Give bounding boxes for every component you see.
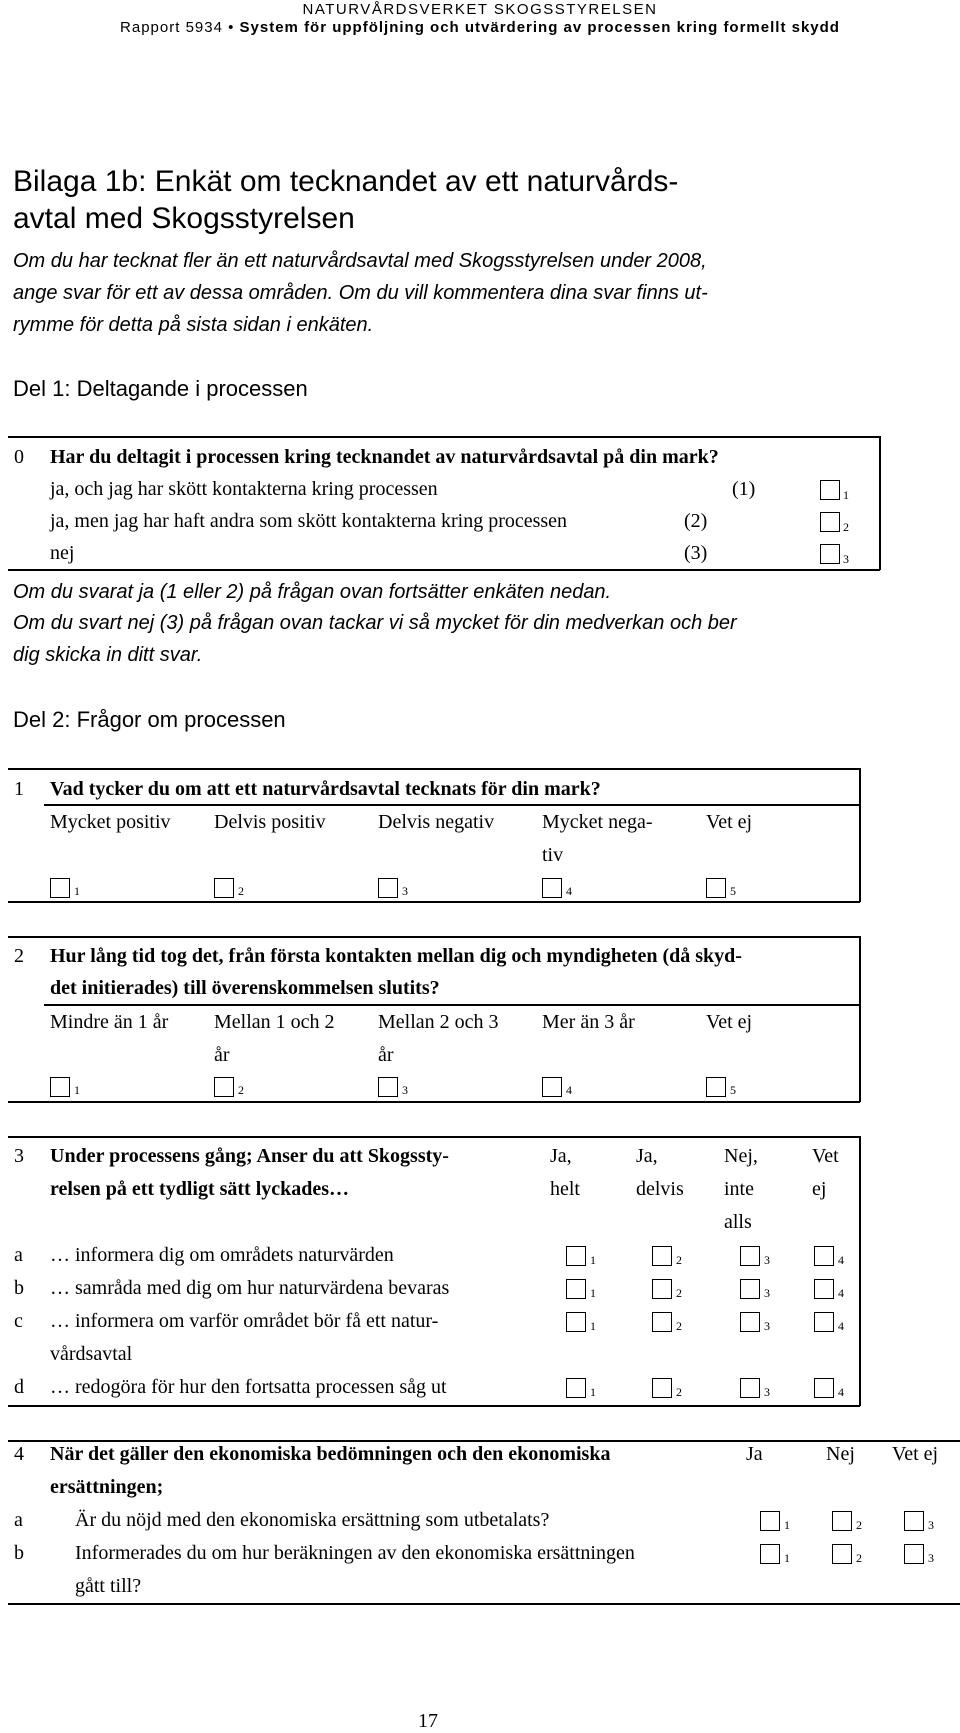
note-thanks-line1: Om du svart nej (3) på frågan ovan tackar vi så mycket för din medverkan och ber bbox=[13, 612, 737, 634]
q1-checkbox[interactable] bbox=[214, 878, 234, 898]
page-title-line2: avtal med Skogsstyrelsen bbox=[13, 202, 355, 235]
q3-checkbox[interactable] bbox=[814, 1246, 834, 1266]
q4-checkbox[interactable] bbox=[760, 1511, 780, 1531]
page-number: 17 bbox=[418, 1710, 438, 1732]
q3-column-header: inte bbox=[724, 1178, 754, 1200]
q3-row-letter: c bbox=[14, 1310, 23, 1332]
q3-checkbox-number: 4 bbox=[838, 1319, 844, 1333]
q4-row-letter: b bbox=[14, 1542, 24, 1564]
q2-option-label: Mellan 1 och 2 bbox=[214, 1011, 335, 1033]
q0-option-label: ja, men jag har haft andra som skött kontakterna kring processen bbox=[50, 510, 568, 532]
q3-checkbox[interactable] bbox=[652, 1246, 672, 1266]
q0-checkbox[interactable] bbox=[820, 480, 840, 500]
q2-option-label-cont: år bbox=[214, 1044, 230, 1066]
q4-checkbox[interactable] bbox=[832, 1511, 852, 1531]
q3-column-header: helt bbox=[550, 1178, 580, 1200]
q0-checkbox[interactable] bbox=[820, 544, 840, 564]
q3-row-letter: b bbox=[14, 1277, 24, 1299]
q4-column-header: Ja bbox=[746, 1443, 763, 1465]
q2-checkbox[interactable] bbox=[50, 1077, 70, 1097]
q4-checkbox[interactable] bbox=[760, 1544, 780, 1564]
q3-checkbox-number: 2 bbox=[676, 1385, 682, 1399]
report-subtitle: System för uppföljning och utvärdering av processen kring formellt skydd bbox=[239, 19, 840, 36]
q2-checkbox-number: 1 bbox=[74, 1083, 80, 1097]
section-heading-part1: Del 1: Deltagande i processen bbox=[13, 376, 308, 401]
intro-line1: Om du har tecknat fler än ett naturvårdsavtal med Skogsstyrelsen under 2008, bbox=[13, 250, 707, 272]
q3-checkbox[interactable] bbox=[740, 1246, 760, 1266]
q3-checkbox-number: 1 bbox=[590, 1319, 596, 1333]
q0-option-code: (3) bbox=[684, 542, 708, 564]
q3-checkbox-number: 3 bbox=[764, 1319, 770, 1333]
question-number-4: 4 bbox=[14, 1443, 24, 1465]
q2-checkbox[interactable] bbox=[542, 1077, 562, 1097]
report-number: Rapport 5934 • bbox=[120, 19, 240, 36]
q1-checkbox-number: 5 bbox=[730, 884, 736, 898]
q3-checkbox-number: 4 bbox=[838, 1385, 844, 1399]
q3-checkbox-number: 3 bbox=[764, 1385, 770, 1399]
question-text-4-line2: ersättningen; bbox=[50, 1476, 164, 1498]
q3-checkbox-number: 4 bbox=[838, 1253, 844, 1267]
q0-checkbox-number: 2 bbox=[843, 520, 849, 534]
q3-row-text: … samråda med dig om hur naturvärdena bevaras bbox=[50, 1277, 450, 1299]
q3-column-header: Nej, bbox=[724, 1145, 758, 1167]
q2-option-label: Mindre än 1 år bbox=[50, 1011, 169, 1033]
q3-row-letter: d bbox=[14, 1376, 24, 1398]
q1-checkbox[interactable] bbox=[378, 878, 398, 898]
q3-checkbox-number: 1 bbox=[590, 1253, 596, 1267]
q3-checkbox[interactable] bbox=[740, 1279, 760, 1299]
q2-checkbox-number: 5 bbox=[730, 1083, 736, 1097]
intro-line3: rymme för detta på sista sidan i enkäten. bbox=[13, 314, 374, 336]
q3-checkbox-number: 4 bbox=[838, 1286, 844, 1300]
question-text-3-line1: Under processens gång; Anser du att Skogssty- bbox=[50, 1145, 449, 1167]
question-number-2: 2 bbox=[14, 945, 24, 967]
q0-option-label: ja, och jag har skött kontakterna kring processen bbox=[50, 478, 438, 500]
q1-checkbox-number: 1 bbox=[74, 884, 80, 898]
q4-checkbox-number: 3 bbox=[928, 1518, 934, 1532]
question-number-1: 1 bbox=[14, 778, 24, 800]
q1-checkbox-number: 4 bbox=[566, 884, 572, 898]
q3-checkbox-number: 1 bbox=[590, 1385, 596, 1399]
q1-checkbox-number: 3 bbox=[402, 884, 408, 898]
q3-checkbox[interactable] bbox=[814, 1312, 834, 1332]
q3-checkbox-number: 1 bbox=[590, 1286, 596, 1300]
q1-option-label: Mycket nega- bbox=[542, 811, 653, 833]
q4-column-header: Nej bbox=[826, 1443, 855, 1465]
q3-row-text: … redogöra för hur den fortsatta processen såg ut bbox=[50, 1376, 447, 1398]
q3-column-header: Vet bbox=[812, 1145, 839, 1167]
q3-checkbox-number: 2 bbox=[676, 1319, 682, 1333]
question-text-1: Vad tycker du om att ett naturvårdsavtal tecknats för din mark? bbox=[50, 778, 601, 800]
question-number-0: 0 bbox=[14, 446, 24, 468]
q2-option-label: Vet ej bbox=[706, 1011, 753, 1033]
q2-checkbox[interactable] bbox=[214, 1077, 234, 1097]
q3-column-header: delvis bbox=[636, 1178, 684, 1200]
q2-checkbox-number: 4 bbox=[566, 1083, 572, 1097]
page-title-line1: Bilaga 1b: Enkät om tecknandet av ett naturvårds- bbox=[13, 165, 679, 198]
q4-checkbox-number: 2 bbox=[856, 1551, 862, 1565]
q3-checkbox[interactable] bbox=[566, 1279, 586, 1299]
q3-row-text-cont: vårdsavtal bbox=[50, 1343, 133, 1365]
q3-checkbox[interactable] bbox=[814, 1279, 834, 1299]
q3-checkbox-number: 2 bbox=[676, 1286, 682, 1300]
q4-checkbox-number: 3 bbox=[928, 1551, 934, 1565]
q1-checkbox[interactable] bbox=[50, 878, 70, 898]
q4-column-header: Vet ej bbox=[892, 1443, 939, 1465]
question-text-0: Har du deltagit i processen kring tecknandet av naturvårdsavtal på din mark? bbox=[50, 446, 719, 468]
q3-row-text: … informera dig om områdets naturvärden bbox=[50, 1244, 394, 1266]
q1-option-label: Delvis positiv bbox=[214, 811, 326, 833]
q3-checkbox[interactable] bbox=[566, 1312, 586, 1332]
q0-option-label: nej bbox=[50, 542, 75, 564]
q2-option-label: Mellan 2 och 3 bbox=[378, 1011, 499, 1033]
report-header-title bbox=[0, 19, 960, 36]
q4-row-text: Är du nöjd med den ekonomiska ersättning som utbetalats? bbox=[75, 1509, 550, 1531]
q2-option-label-cont: år bbox=[378, 1044, 394, 1066]
q3-row-letter: a bbox=[14, 1244, 23, 1266]
q1-checkbox[interactable] bbox=[542, 878, 562, 898]
question-number-3: 3 bbox=[14, 1145, 24, 1167]
q3-column-header: alls bbox=[724, 1211, 752, 1233]
q1-option-label: Delvis negativ bbox=[378, 811, 495, 833]
q3-row-text: … informera om varför området bör få ett natur- bbox=[50, 1310, 439, 1332]
q0-option-code: (2) bbox=[684, 510, 708, 532]
q3-checkbox-number: 3 bbox=[764, 1253, 770, 1267]
q4-checkbox[interactable] bbox=[904, 1511, 924, 1531]
q2-checkbox[interactable] bbox=[706, 1077, 726, 1097]
q0-checkbox-number: 1 bbox=[843, 488, 849, 502]
q4-row-letter: a bbox=[14, 1509, 23, 1531]
q1-checkbox[interactable] bbox=[706, 878, 726, 898]
q4-checkbox[interactable] bbox=[904, 1544, 924, 1564]
question-text-4-line1: När det gäller den ekonomiska bedömningen och den ekonomiska bbox=[50, 1443, 611, 1465]
q3-checkbox[interactable] bbox=[740, 1378, 760, 1398]
q3-column-header: Ja, bbox=[550, 1145, 572, 1167]
section-heading-part2: Del 2: Frågor om processen bbox=[13, 707, 286, 732]
q3-checkbox[interactable] bbox=[652, 1279, 672, 1299]
q3-column-header: ej bbox=[812, 1178, 827, 1200]
q3-checkbox[interactable] bbox=[566, 1378, 586, 1398]
q3-checkbox[interactable] bbox=[652, 1378, 672, 1398]
q4-row-text-cont: gått till? bbox=[75, 1575, 142, 1597]
q4-checkbox-number: 1 bbox=[784, 1551, 790, 1565]
q3-checkbox[interactable] bbox=[740, 1312, 760, 1332]
q3-checkbox-number: 2 bbox=[676, 1253, 682, 1267]
q3-checkbox[interactable] bbox=[652, 1312, 672, 1332]
q3-checkbox-number: 3 bbox=[764, 1286, 770, 1300]
q0-checkbox-number: 3 bbox=[843, 552, 849, 566]
q4-checkbox[interactable] bbox=[832, 1544, 852, 1564]
q2-checkbox-number: 3 bbox=[402, 1083, 408, 1097]
q2-checkbox-number: 2 bbox=[238, 1083, 244, 1097]
q1-option-label-cont: tiv bbox=[542, 844, 564, 866]
q4-checkbox-number: 2 bbox=[856, 1518, 862, 1532]
q1-checkbox-number: 2 bbox=[238, 884, 244, 898]
q4-row-text: Informerades du om hur beräkningen av den ekonomiska ersättningen bbox=[75, 1542, 635, 1564]
intro-line2: ange svar för ett av dessa områden. Om du vill kommentera dina svar finns ut- bbox=[13, 282, 708, 304]
q2-option-label: Mer än 3 år bbox=[542, 1011, 635, 1033]
q3-checkbox[interactable] bbox=[814, 1378, 834, 1398]
q1-option-label: Mycket positiv bbox=[50, 811, 171, 833]
q4-checkbox-number: 1 bbox=[784, 1518, 790, 1532]
q2-checkbox[interactable] bbox=[378, 1077, 398, 1097]
question-text-3-line2: relsen på ett tydligt sätt lyckades… bbox=[50, 1178, 350, 1200]
q3-checkbox[interactable] bbox=[566, 1246, 586, 1266]
q0-checkbox[interactable] bbox=[820, 512, 840, 532]
q3-column-header: Ja, bbox=[636, 1145, 658, 1167]
note-thanks-line2: dig skicka in ditt svar. bbox=[13, 644, 203, 666]
question-text-2-line1: Hur lång tid tog det, från första kontakten mellan dig och myndigheten (då skyd- bbox=[50, 945, 742, 967]
question-text-2-line2: det initierades) till överenskommelsen slutits? bbox=[50, 977, 440, 999]
report-header-org: NATURVÅRDSVERKET SKOGSSTYRELSEN bbox=[302, 1, 658, 18]
note-continue: Om du svarat ja (1 eller 2) på frågan ovan fortsätter enkäten nedan. bbox=[13, 581, 612, 603]
q1-option-label: Vet ej bbox=[706, 811, 753, 833]
q0-option-code: (1) bbox=[732, 478, 756, 500]
